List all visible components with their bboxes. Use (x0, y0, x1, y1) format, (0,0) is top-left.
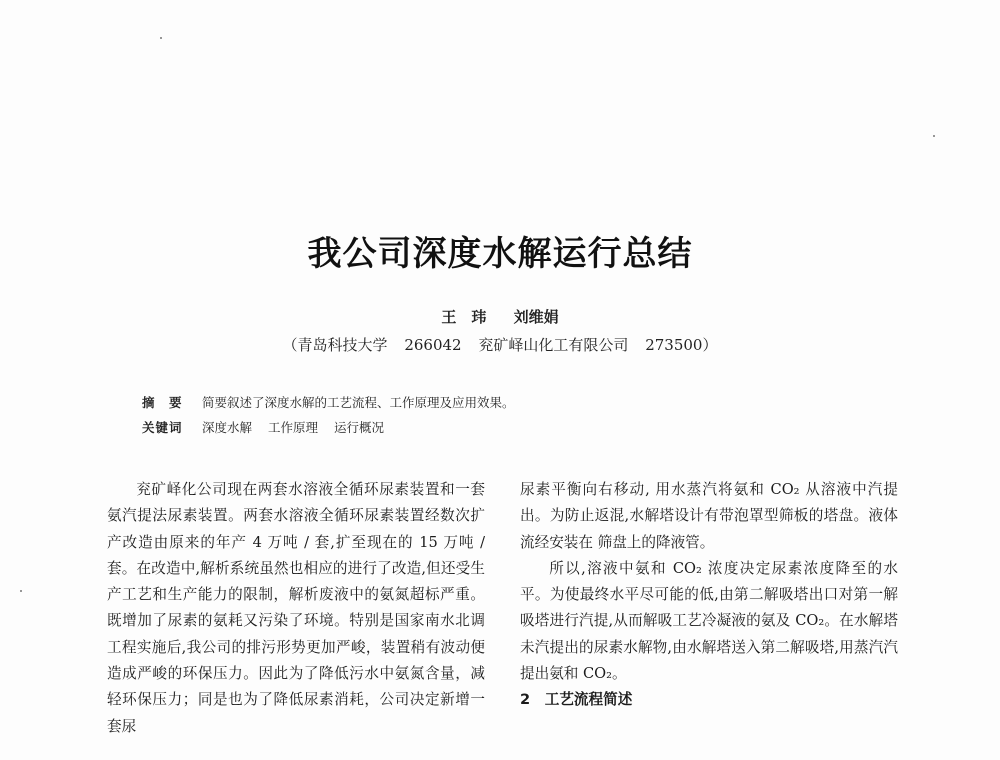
author-name: 刘维娟 (513, 308, 559, 326)
body-paragraph: 兖矿峄化公司现在两套水溶液全循环尿素装置和一套氨汽提法尿素装置。两套水溶液全循环尿素装置经数次扩产改造由原来的年产 4 万吨 / 套,扩至现在的 15 万吨 / 套。在改造中,解析系统虽然也相应的进行了改造,但还受生产工艺和生产能力的限制，解析废液中的氨氮超标严重。既增加了尿素的氨耗又污染了环境。特别是国家南水北调工程实施后,我公司的排污形势更加严峻，装置稍有波动便造成严峻的环保压力。因此为了降低污水中氨氮含量，减轻环保压力；同是也为了降低尿素消耗，公司决定新增一套尿 (107, 481, 485, 735)
scan-speck (160, 37, 162, 39)
keyword: 工作原理 (267, 420, 318, 435)
affiliation-part: 兖矿峄山化工有限公司 (478, 336, 629, 354)
author-line (0, 306, 1000, 327)
keyword: 运行概况 (333, 420, 384, 435)
body-column-left (107, 477, 485, 740)
section-heading: 2 工艺流程简述 (520, 691, 633, 709)
affiliation-part: 273500） (645, 336, 718, 354)
keywords-label: 关键词 (142, 420, 183, 435)
affiliation-part: （青岛科技大学 (282, 336, 388, 354)
body-paragraph: 尿素平衡向右移动, 用水蒸汽将氨和 CO₂ 从溶液中汽提出。为防止返混,水解塔设计有带泡罩型筛板的塔盘。液体流经安装在 筛盘上的降液管。 (520, 481, 898, 551)
keyword: 深度水解 (201, 420, 252, 435)
scan-speck (20, 590, 22, 592)
abstract-text: 简要叙述了深度水解的工艺流程、工作原理及应用效果。 (201, 395, 515, 410)
affiliation-line (0, 334, 1000, 355)
body-paragraph: 所以,溶液中氨和 CO₂ 浓度决定尿素浓度降至的水平。为使最终水平尽可能的低,由第二解吸塔出口对第一解吸塔进行汽提,从而解吸工艺冷凝液的氨及 CO₂。在水解塔未汽提出的尿素水解物,由水解塔送入第二解吸塔,用蒸汽汽提出氨和 CO₂。 (520, 559, 898, 683)
abstract-label: 摘 要 (142, 395, 183, 410)
scan-speck (933, 135, 935, 137)
affiliation-part: 266042 (404, 336, 462, 354)
keywords (142, 418, 396, 436)
author-name: 王 玮 (441, 308, 487, 326)
body-column-right (520, 477, 898, 714)
article-title: 我公司深度水解运行总结 (307, 234, 693, 274)
abstract (142, 393, 515, 411)
